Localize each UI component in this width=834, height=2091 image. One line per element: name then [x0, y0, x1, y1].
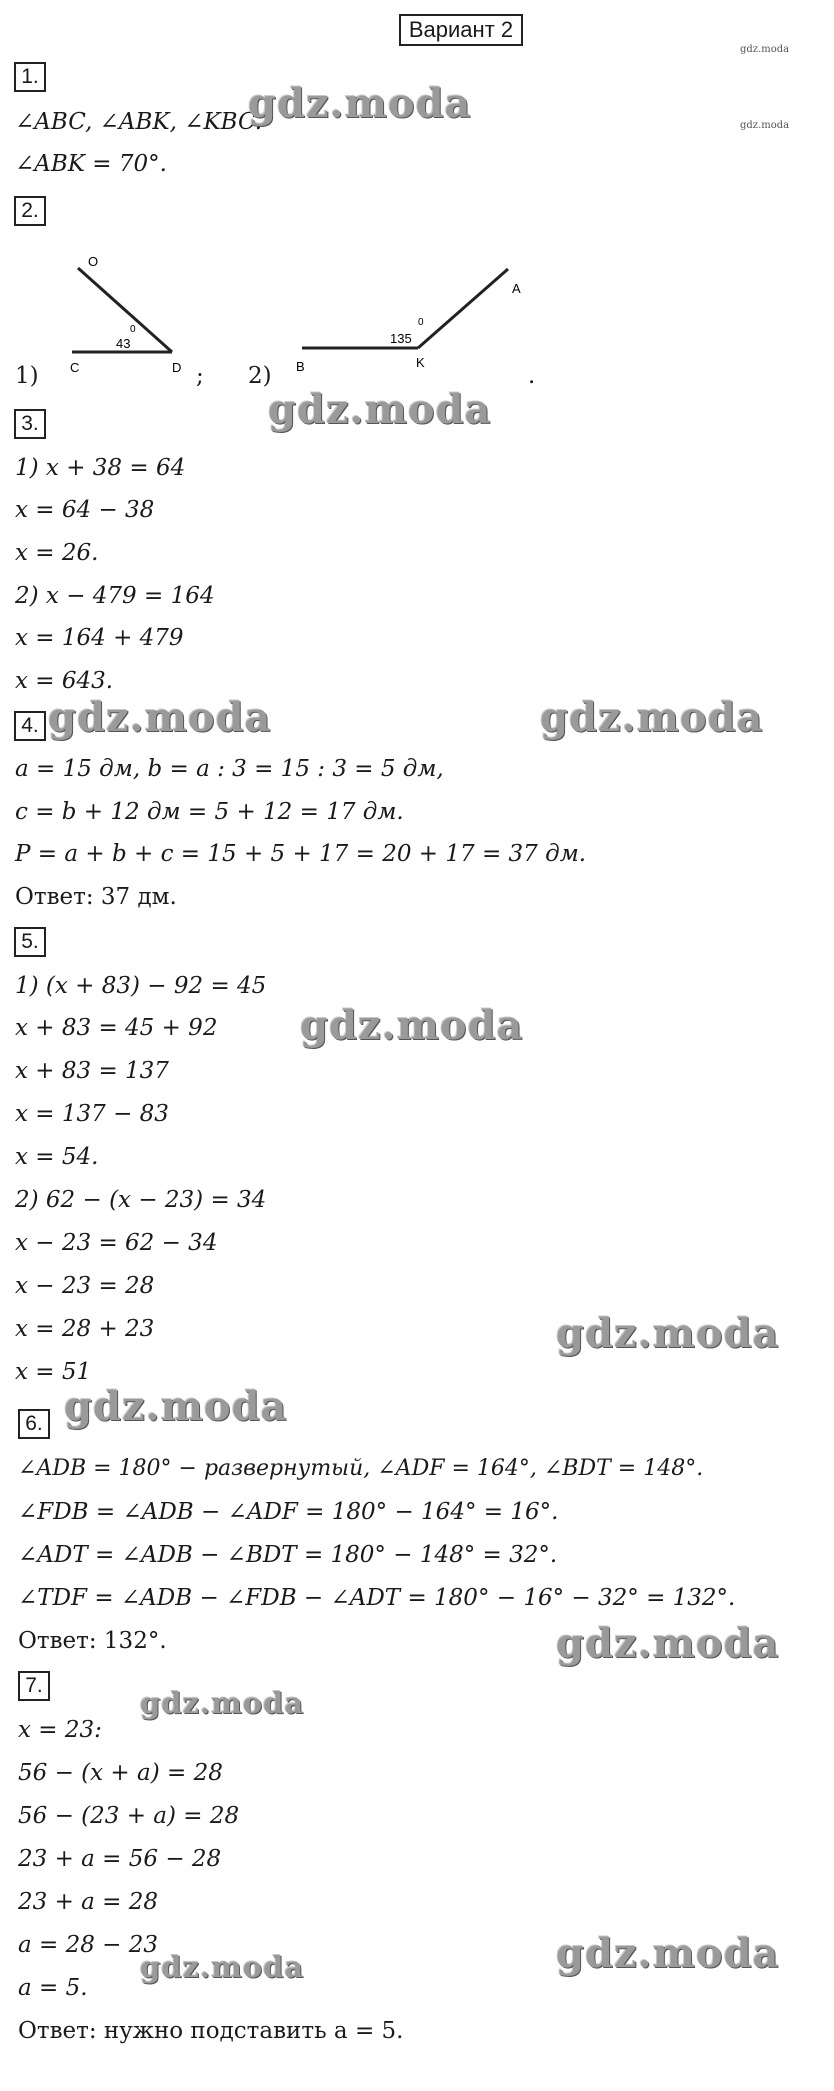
section-number-1: 1.	[14, 62, 46, 92]
answer-line: Ответ: 132°.	[18, 1628, 167, 1654]
section-number-3: 3.	[14, 409, 46, 439]
answer-line: a = 28 − 23	[18, 1932, 159, 1958]
point-b-label: B	[296, 359, 305, 374]
answer-line: ∠TDF = ∠ADB − ∠FDB − ∠ADT = 180° − 16° − 32° = 132°.	[18, 1585, 736, 1611]
watermark-small: gdz.moda	[740, 44, 790, 55]
angle-figure-1	[60, 248, 190, 378]
watermark: gdz.moda	[48, 694, 272, 741]
watermark: gdz.moda	[140, 1686, 305, 1720]
figure-1-label: 1)	[15, 363, 39, 389]
answer-line: 56 − (23 + a) = 28	[18, 1803, 240, 1829]
answer-line: a = 5.	[18, 1975, 88, 2001]
watermark: gdz.moda	[64, 1383, 288, 1430]
watermark: gdz.moda	[556, 1930, 780, 1977]
watermark: gdz.moda	[300, 1002, 524, 1049]
answer-line: ∠FDB = ∠ADB − ∠ADF = 180° − 164° = 16°.	[18, 1499, 559, 1525]
point-a-label: A	[512, 281, 521, 296]
watermark: gdz.moda	[248, 80, 472, 127]
watermark: gdz.moda	[556, 1310, 780, 1357]
watermark: gdz.moda	[140, 1950, 305, 1984]
answer-line: x = 28 + 23	[15, 1316, 155, 1342]
watermark-small: gdz.moda	[740, 120, 790, 131]
answer-line: 1) (x + 83) − 92 = 45	[15, 973, 267, 999]
figure-2-label: 2)	[248, 363, 272, 389]
answer-line: x = 23:	[18, 1717, 102, 1743]
watermark: gdz.moda	[556, 1620, 780, 1667]
answer-line: ∠ADB = 180° − развернутый, ∠ADF = 164°, ∠BDT = 148°.	[18, 1456, 704, 1481]
answer-line: ∠ADT = ∠ADB − ∠BDT = 180° − 148° = 32°.	[18, 1542, 558, 1568]
answer-line: 2) 62 − (x − 23) = 34	[15, 1187, 267, 1213]
answer-line: a = 15 дм, b = a : 3 = 15 : 3 = 5 дм,	[15, 756, 444, 782]
answer-line: Ответ: нужно подставить a = 5.	[18, 2018, 404, 2044]
answer-line: x = 64 − 38	[15, 497, 155, 523]
watermark: gdz.moda	[268, 386, 492, 433]
angle-value: 135	[390, 331, 412, 346]
degree-mark: 0	[130, 324, 136, 335]
answer-line: 23 + a = 56 − 28	[18, 1846, 222, 1872]
answer-line: c = b + 12 дм = 5 + 12 = 17 дм.	[15, 799, 404, 825]
section-number-5: 5.	[14, 927, 46, 957]
variant-title: Вариант 2	[399, 14, 523, 46]
watermark: gdz.moda	[540, 694, 764, 741]
figure-end: .	[528, 363, 536, 389]
answer-line: x = 643.	[15, 668, 114, 694]
point-k-label: K	[416, 355, 425, 370]
section-number-6: 6.	[18, 1409, 50, 1439]
degree-mark: 0	[418, 317, 424, 328]
answer-line: x + 83 = 137	[15, 1058, 169, 1084]
answer-line: 2) x − 479 = 164	[15, 583, 215, 609]
answer-line: x = 164 + 479	[15, 625, 184, 651]
answer-line: 23 + a = 28	[18, 1889, 159, 1915]
answer-line: x − 23 = 28	[15, 1273, 155, 1299]
answer-line: 56 − (x + a) = 28	[18, 1760, 223, 1786]
section-number-4: 4.	[14, 711, 46, 741]
answer-line: x = 26.	[15, 540, 99, 566]
answer-line: x − 23 = 62 − 34	[15, 1230, 218, 1256]
answer-line: x = 137 − 83	[15, 1101, 169, 1127]
figure-separator: ;	[196, 363, 204, 389]
answer-line: P = a + b + c = 15 + 5 + 17 = 20 + 17 = 37 дм.	[15, 841, 587, 867]
section-number-2: 2.	[14, 196, 46, 226]
answer-line: ∠ABK = 70°.	[15, 151, 167, 177]
answer-line: x = 51	[15, 1359, 92, 1385]
point-c-label: C	[70, 360, 80, 375]
answer-line: 1) x + 38 = 64	[15, 455, 186, 481]
answer-line: Ответ: 37 дм.	[15, 884, 177, 910]
point-d-label: D	[172, 360, 182, 375]
section-number-7: 7.	[18, 1671, 50, 1701]
point-o-label: O	[88, 254, 99, 269]
answer-line: x = 54.	[15, 1144, 99, 1170]
angle-figure-2	[290, 255, 550, 375]
angle-value: 43	[116, 336, 131, 351]
answer-line: x + 83 = 45 + 92	[15, 1015, 218, 1041]
answer-line: ∠ABC, ∠ABK, ∠KBC.	[15, 109, 263, 135]
